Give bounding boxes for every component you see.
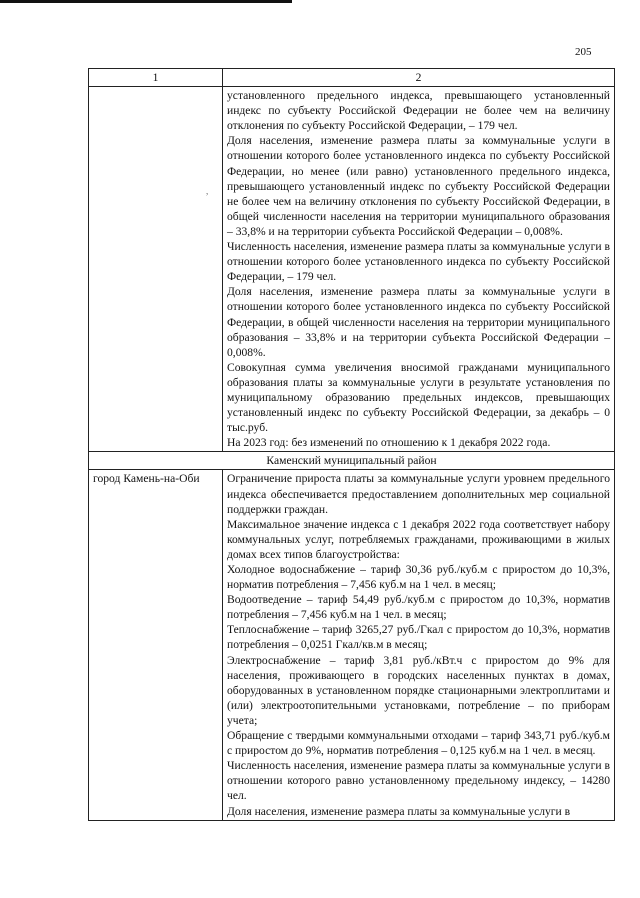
top-rule: [0, 0, 292, 3]
paragraph: Холодное водоснабжение – тариф 30,36 руб./куб.м с приростом до 10,3%, норматив потребления – 7,456 куб.м на 1 чел. в месяц;: [227, 563, 610, 592]
paragraph: Доля населения, изменение размера платы за коммунальные услуги в: [227, 804, 571, 818]
paragraph: Максимальное значение индекса с 1 декабря 2022 года соответствует набору коммунальных услуг, потребляемых гражданами, проживающими в жилых домах всех типов благоустройства:: [227, 517, 610, 561]
empty-name-cell: [89, 87, 223, 452]
paragraph: Ограничение прироста платы за коммунальные услуги уровнем предельного индекса обеспечивается предоставлением дополнительных мер социальной поддержки граждан.: [227, 472, 610, 516]
header-col-1: 1: [89, 69, 223, 87]
city-name: город Камень-на-Оби: [89, 470, 223, 820]
header-col-2: 2: [223, 69, 615, 87]
paragraph: Теплоснабжение – тариф 3265,27 руб./Гкал с приростом до 10,3%, норматив потребления – 0,0251 Гкал/кв.м в месяц;: [227, 623, 610, 652]
paragraph: Водоотведение – тариф 54,49 руб./куб.м с приростом до 10,3%, норматив потребления – 7,456 куб.м на 1 чел. в месяц;: [227, 593, 610, 622]
paragraph: Совокупная сумма увеличения вносимой гражданами муниципального образования платы за коммунальные услуги в результате установления по муниципальному образованию предельных индексов, превышающих установленный индекс по субъекту Российской Федерации, за декабрь – 0 тыс.руб.: [227, 360, 610, 435]
paragraph: Численность населения, изменение размера платы за коммунальные услуги в отношении которого более установленного индекса по субъекту Российской Федерации, – 179 чел.: [227, 240, 610, 284]
continuation-cell: [223, 87, 615, 452]
city-details-cell: [223, 470, 615, 820]
stray-mark: ,: [206, 186, 209, 196]
page-number: 205: [575, 46, 592, 58]
district-heading-row: [89, 452, 615, 470]
district-heading: Каменский муниципальный район: [89, 452, 615, 470]
paragraph: Доля населения, изменение размера платы за коммунальные услуги в отношении которого более установленного индекса по субъекту Российской Федерации, в общей численности населения на территории муниципального образования – 33,8% и на территории субъекта Российской Федерации – 0,008%.: [227, 285, 610, 359]
paragraph: Доля населения, изменение размера платы за коммунальные услуги в отношении которого более установленного индекса по субъекту Российской Федерации, но менее (или равно) установленного предельного индекса, превышающего установленный индекс по субъекту Российской Федерации не более чем на величину отклонения по субъекту Российской Федерации, в общей численности населения на территории муниципального образования – 33,8% и на территории субъекта Российской Федерации – 0,008%.: [227, 134, 610, 238]
paragraph: Обращение с твердыми коммунальными отходами – тариф 343,71 руб./куб.м с приростом до 9%, норматив потребления – 0,125 куб.м на 1 чел. в месяц.: [227, 729, 610, 758]
tariff-table: [88, 68, 615, 821]
paragraph: установленного предельного индекса, превышающего установленный индекс по субъекту Российской Федерации не более чем на величину отклонения по субъекту Российской Федерации, – 179 чел.: [227, 89, 610, 133]
table-row: [89, 87, 615, 452]
paragraph: Электроснабжение – тариф 3,81 руб./кВт.ч с приростом до 9% для населения, проживающего в городских населенных пунктах в домах, оборудованных в установленном порядке стационарными электроплитами и (или) электроотопительными установками, потребление – по приборам учета;: [227, 653, 610, 727]
paragraph: На 2023 год: без изменений по отношению к 1 декабря 2022 года.: [227, 436, 551, 450]
table-header-row: [89, 69, 615, 87]
paragraph: Численность населения, изменение размера платы за коммунальные услуги в отношении которого равно установленному предельному индексу, – 14280 чел.: [227, 759, 610, 803]
table-row: [89, 470, 615, 820]
